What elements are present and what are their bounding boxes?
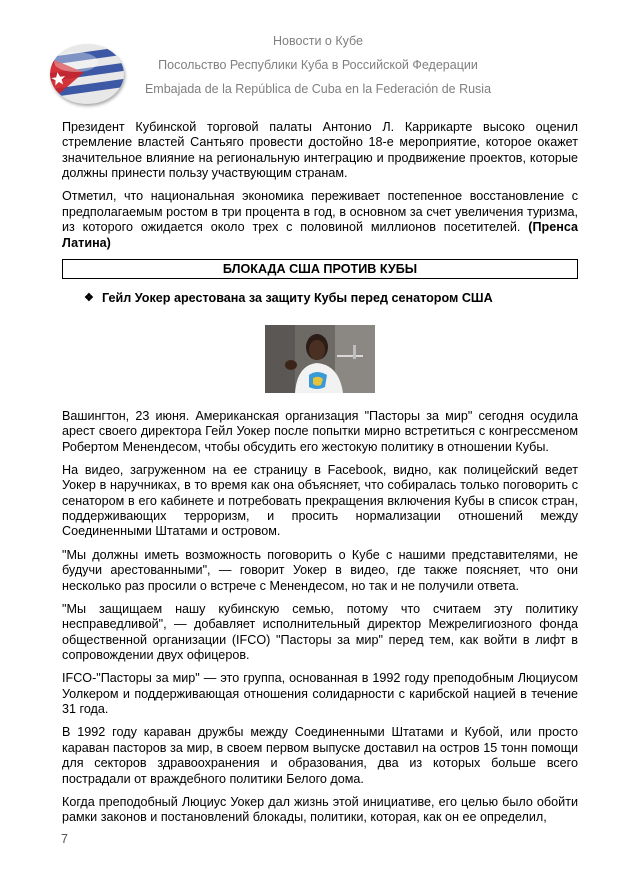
paragraph: "Мы защищаем нашу кубинскую семью, потому что считаем эту политику несправедливой", — добавляет исполнительный директор Межрелигиозного фонда общественной организации (IFCO) "Пасторы за мир" перед тем, как войти в лифт в сопровождении двух офицеров. [62, 601, 578, 662]
paragraph: Вашингтон, 23 июня. Американская организация "Пасторы за мир" сегодня осудила арест своего директора Гейл Уокер после попытки мирно встретиться с конгрессменом Робертом Менендесом, чтобы обсудить его жестокую политику в отношении Кубы. [62, 408, 578, 454]
paragraph: Когда преподобный Люциус Уокер дал жизнь этой инициативе, его целью было обойти рамки законов и постановлений блокады, политики, которая, как он ее определил, [62, 794, 578, 825]
header-embassy-es: Embajada de la República de Cuba en la Federación de Rusia [144, 82, 492, 96]
speaker-photo-icon [265, 325, 375, 393]
paragraph [62, 189, 578, 250]
source-credit: (Пренса Латина) [62, 220, 578, 250]
paragraph: Президент Кубинской торговой палаты Антонио Л. Каррикарте высоко оценил стремление властей Сантьяго провести достойно 18-е мероприятие, которое окажет значительное влияние на региональную интеграцию и продвижение проектов, которые должны принести пользу участвующим странам. [62, 120, 578, 181]
document-body [62, 120, 578, 834]
header-title: Новости о Кубе [273, 34, 363, 48]
paragraph: На видео, загруженном на ее страницу в Facebook, видно, как полицейский ведет Уокер в наручниках, в то время как она объясняет, что собиралась только поговорить с сенатором в его кабинете и потребовать прекращения включения Кубы в список стран, поддерживающих терроризм, и просить нормализации отношений между Соединенными Штатами и островом. [62, 463, 578, 539]
article-title-text: Гейл Уокер арестована за защиту Кубы перед сенатором США [102, 291, 493, 306]
page-number: 7 [61, 832, 68, 846]
page-header [0, 0, 626, 110]
diamond-bullet-icon: ❖ [84, 292, 94, 305]
paragraph: IFCO-"Пасторы за мир" — это группа, основанная в 1992 году преподобным Люциусом Уолкером и поддерживающая отношения солидарности с карибской нацией в течение 31 года. [62, 671, 578, 717]
paragraph: В 1992 году караван дружбы между Соединенными Штатами и Кубой, или просто караван пасторов за мир, в своем первом выпуске доставил на остров 15 тонн помощи для секторов здравоохранения и образования, два из которых больше всего пострадали от враждебного политики Белого дома. [62, 725, 578, 786]
cuban-flag-icon [50, 44, 124, 104]
article-photo [265, 325, 375, 393]
cuban-flag-logo-icon [50, 44, 124, 104]
article-title [84, 291, 578, 306]
section-heading: БЛОКАДА США ПРОТИВ КУБЫ [62, 259, 578, 279]
paragraph-text: Отметил, что национальная экономика переживает постепенное восстановление с предполагаемым ростом в три процента в год, в основном за счет увеличения туризма, из которого ожидается около трех с половиной миллионов посетителей. [62, 189, 578, 235]
photo-container [62, 325, 578, 397]
header-embassy-ru: Посольство Республики Куба в Российской Федерации [158, 58, 478, 72]
paragraph: "Мы должны иметь возможность поговорить о Кубе с нашими представителями, не будучи арестованными", — говорит Уокер в видео, где также поясняет, что они несколько раз просили о встрече с Менендесом, но так и не получили ответа. [62, 547, 578, 593]
